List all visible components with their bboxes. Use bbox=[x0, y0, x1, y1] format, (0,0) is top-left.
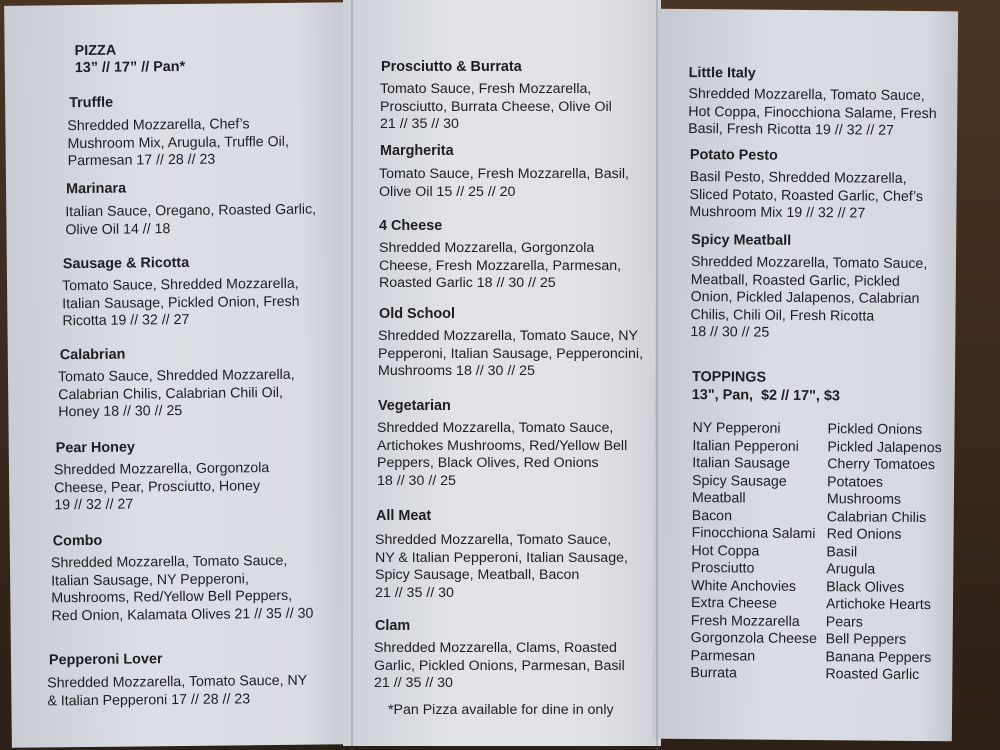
toppings-list-right bbox=[825, 421, 942, 684]
topping-item: Basil bbox=[826, 543, 858, 560]
toppings-prices: 13", Pan, $2 // 17", $3 bbox=[691, 387, 840, 405]
pizza-name-calabrian: Calabrian bbox=[59, 346, 126, 364]
topping-item: Banana Peppers bbox=[825, 648, 932, 666]
panel-fold-right bbox=[656, 0, 658, 750]
pizza-desc-truffle: Shredded Mozzarella, Chef’s Mushroom Mix, Arugula, Truffle Oil, Parmesan 17 // 28 // 23 bbox=[67, 116, 289, 170]
topping-item: Hot Coppa bbox=[691, 542, 760, 560]
topping-item: Parmesan bbox=[690, 647, 756, 665]
topping-item: Mushrooms bbox=[826, 491, 902, 508]
toppings-title: TOPPINGS bbox=[691, 369, 767, 386]
pizza-name-all-meat: All Meat bbox=[376, 508, 432, 524]
topping-item: Arugula bbox=[826, 561, 876, 578]
pizza-name-vegetarian: Vegetarian bbox=[378, 398, 451, 414]
pizza-desc-calabrian: Tomato Sauce, Shredded Mozzarella, Calabrian Chilis, Calabrian Chili Oil, Honey 18 // 30 // 25 bbox=[57, 366, 295, 421]
pizza-name-pear-honey: Pear Honey bbox=[55, 439, 136, 457]
topping-item: Pears bbox=[825, 613, 863, 631]
topping-item: Roasted Garlic bbox=[825, 666, 920, 684]
pizza-desc-pepperoni-lover: Shredded Mozzarella, Tomato Sauce, NY & Italian Pepperoni 17 // 28 // 23 bbox=[47, 672, 308, 709]
topping-item: Calabrian Chilis bbox=[826, 508, 927, 526]
panel-fold-left bbox=[351, 0, 353, 750]
pizza-desc-sausage-ricotta: Tomato Sauce, Shredded Mozzarella, Italian Sausage, Pickled Onion, Fresh Ricotta 19 // 32 // 27 bbox=[61, 275, 300, 330]
pizza-desc-pear-honey: Shredded Mozzarella, Gorgonzola Cheese, Pear, Prosciutto, Honey 19 // 32 // 27 bbox=[53, 460, 270, 514]
pizza-name-clam: Clam bbox=[375, 618, 411, 634]
topping-item: Spicy Sausage bbox=[692, 472, 787, 490]
menu-panel-left bbox=[4, 2, 357, 748]
pizza-desc-combo: Shredded Mozzarella, Tomato Sauce, Italian Sausage, NY Pepperoni, Mushrooms, Red/Yellow Bell Peppers, Red Onion, Kalamata Olives 21 // 35 // 30 bbox=[50, 552, 314, 624]
topping-item: NY Pepperoni bbox=[692, 420, 781, 437]
topping-item: Fresh Mozzarella bbox=[690, 612, 800, 630]
topping-item: Finocchiona Salami bbox=[691, 525, 816, 543]
topping-item: Red Onions bbox=[826, 526, 902, 543]
topping-item: Bacon bbox=[691, 507, 733, 524]
pizza-name-pepperoni-lover: Pepperoni Lover bbox=[48, 651, 163, 669]
pizza-desc-clam: Shredded Mozzarella, Clams, Roasted Garlic, Pickled Onions, Parmesan, Basil 21 // 35 // 30 bbox=[374, 640, 625, 691]
pizza-name-old-school: Old School bbox=[379, 306, 455, 322]
pizza-name-marinara: Marinara bbox=[65, 180, 127, 198]
pizza-desc-all-meat: Shredded Mozzarella, Tomato Sauce, NY & Italian Pepperoni, Italian Sausage, Spicy Sausage, Meatball, Bacon 21 // 35 // 30 bbox=[375, 532, 628, 601]
topping-item: White Anchovies bbox=[691, 577, 797, 595]
pizza-name-truffle: Truffle bbox=[69, 94, 114, 112]
pizza-name-spicy-meatball: Spicy Meatball bbox=[691, 232, 792, 249]
pan-pizza-footnote: *Pan Pizza available for dine in only bbox=[388, 702, 614, 718]
topping-item: Cherry Tomatoes bbox=[827, 456, 936, 474]
pizza-desc-margherita: Tomato Sauce, Fresh Mozzarella, Basil, Olive Oil 15 // 25 // 20 bbox=[379, 166, 629, 200]
pizza-desc-little-italy: Shredded Mozzarella, Tomato Sauce, Hot Coppa, Finocchiona Salame, Fresh Basil, Fresh Ricotta 19 // 32 // 27 bbox=[688, 85, 937, 139]
pizza-name-4-cheese: 4 Cheese bbox=[379, 218, 443, 234]
topping-item: Gorgonzola Cheese bbox=[690, 630, 817, 648]
toppings-list-left bbox=[690, 420, 818, 684]
pizza-desc-prosciutto-burrata: Tomato Sauce, Fresh Mozzarella, Prosciutto, Burrata Cheese, Olive Oil 21 // 35 // 30 bbox=[380, 81, 612, 132]
topping-item: Burrata bbox=[690, 665, 737, 682]
pizza-desc-potato-pesto: Basil Pesto, Shredded Mozzarella, Sliced Potato, Roasted Garlic, Chef’s Mushroom Mix 19 // 32 // 27 bbox=[689, 168, 924, 222]
pizza-name-margherita: Margherita bbox=[380, 143, 454, 159]
topping-item: Artichoke Hearts bbox=[825, 596, 931, 614]
size-header: 13” // 17” // Pan* bbox=[74, 58, 186, 77]
menu-panel-right bbox=[652, 9, 958, 742]
pizza-name-prosciutto-burrata: Prosciutto & Burrata bbox=[381, 59, 522, 75]
pizza-desc-spicy-meatball: Shredded Mozzarella, Tomato Sauce, Meatball, Roasted Garlic, Pickled Onion, Pickled Jalapenos, Calabrian Chilis, Chili Oil, Fresh Ricotta 18 // 30 // 25 bbox=[690, 254, 928, 341]
topping-item: Black Olives bbox=[826, 578, 905, 596]
pizza-desc-marinara: Italian Sauce, Oregano, Roasted Garlic, Olive Oil 14 // 18 bbox=[65, 201, 317, 238]
pizza-name-sausage-ricotta: Sausage & Ricotta bbox=[62, 254, 190, 273]
topping-item: Pickled Jalapenos bbox=[827, 438, 942, 456]
pizza-name-little-italy: Little Italy bbox=[688, 64, 756, 82]
pizza-desc-vegetarian: Shredded Mozzarella, Tomato Sauce, Artichokes Mushrooms, Red/Yellow Bell Peppers, Black Olives, Red Onions 18 // 30 // 25 bbox=[377, 420, 628, 489]
topping-item: Italian Pepperoni bbox=[692, 437, 799, 455]
topping-item: Pickled Onions bbox=[827, 421, 923, 439]
topping-item: Italian Sausage bbox=[692, 455, 791, 472]
topping-item: Bell Peppers bbox=[825, 631, 907, 648]
pizza-desc-4-cheese: Shredded Mozzarella, Gorgonzola Cheese, Fresh Mozzarella, Parmesan, Roasted Garlic 18 // 30 // 25 bbox=[379, 240, 622, 291]
menu-panel-middle bbox=[343, 0, 661, 746]
menu-title: PIZZA bbox=[74, 42, 117, 60]
pizza-name-potato-pesto: Potato Pesto bbox=[689, 146, 778, 164]
topping-item: Potatoes bbox=[826, 473, 884, 491]
topping-item: Prosciutto bbox=[691, 560, 755, 577]
topping-item: Extra Cheese bbox=[690, 595, 778, 612]
pizza-desc-old-school: Shredded Mozzarella, Tomato Sauce, NY Pepperoni, Italian Sausage, Pepperoncini, Mushrooms 18 // 30 // 25 bbox=[378, 328, 644, 379]
topping-item: Meatball bbox=[691, 490, 746, 507]
pizza-name-combo: Combo bbox=[52, 532, 103, 550]
